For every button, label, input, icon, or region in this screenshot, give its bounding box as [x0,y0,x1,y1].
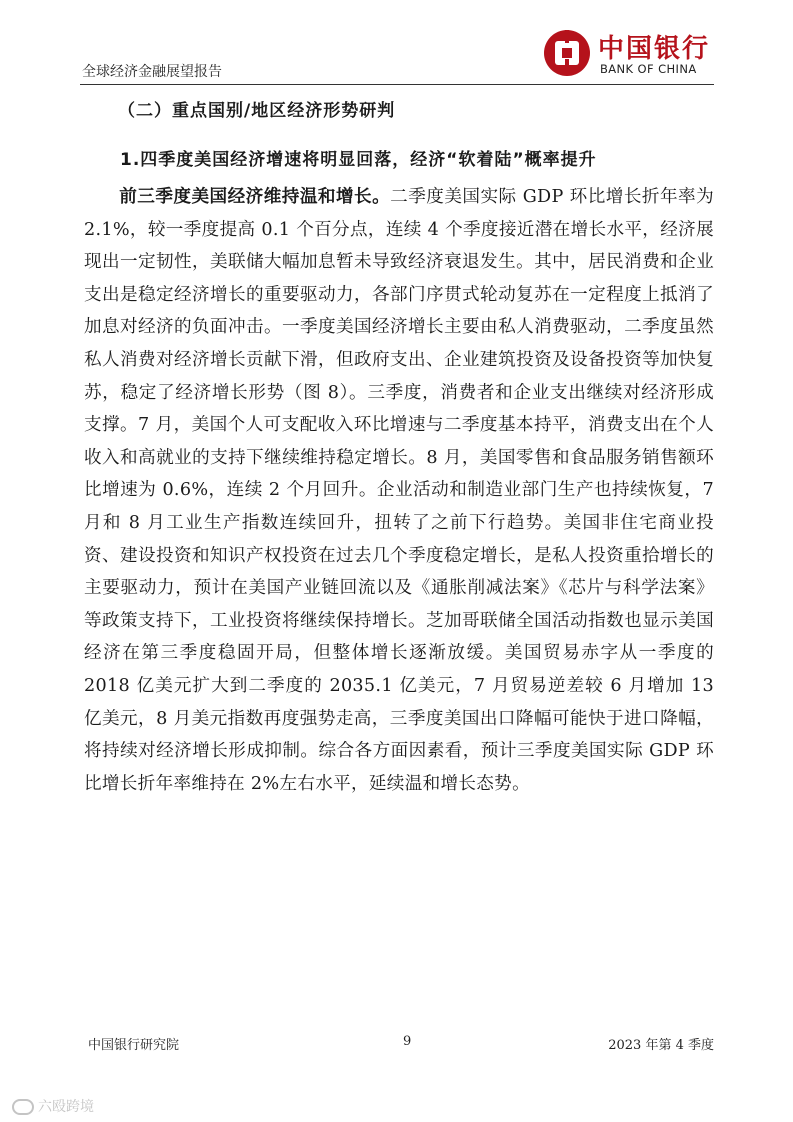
report-title: 全球经济金融展望报告 [82,64,222,80]
sub-heading: 1.四季度美国经济增速将明显回落，经济“软着陆”概率提升 [120,150,597,170]
footer-period: 2023 年第 4 季度 [608,1038,714,1053]
footer-institution: 中国银行研究院 [88,1038,180,1053]
watermark-logo-icon [12,1099,34,1115]
watermark [12,1096,94,1116]
bank-logo [544,28,714,80]
page-number: 9 [403,1034,412,1049]
paragraph-text: 二季度美国实际 GDP 环比增长折年率为 2.1%，较一季度提高 0.1 个百分点，连续 4 个季度接近潜在增长水平，经济展现出一定韧性，美联储大幅加息暂未导致经济衰退发生。其中，居民消费和企业支出是稳定经济增长的重要驱动力，各部门序贯式轮动复苏在一定程度上抵消了加息对经济的负面冲击。一季度美国经济增长主要由私人消费驱动，二季度虽然私人消费对经济增长贡献下滑，但政府支出、企业建筑投资及设备投资等加快复苏，稳定了经济增长形势（图 8）。三季度，消费者和企业支出继续对经济形成支撑。7 月，美国个人可支配收入环比增速与二季度基本持平，消费支出在个人收入和高就业的支持下继续维持稳定增长。8 月，美国零售和食品服务销售额环比增速为 0.6%，连续 2 个月回升。企业活动和制造业部门生产也持续恢复，7 月和 8 月工业生产指数连续回升，扭转了之前下行趋势。美国非住宅商业投资、建设投资和知识产权投资在过去几个季度稳定增长，是私人投资重拾增长的主要驱动力，预计在美国产业链回流以及《通胀削减法案》《芯片与科学法案》等政策支持下，工业投资将继续保持增长。芝加哥联储全国活动指数也显示美国经济在第三季度稳固开局，但整体增长逐渐放缓。美国贸易赤字从一季度的 2018 亿美元扩大到二季度的 2035.1 亿美元，7 月贸易逆差较 6 月增加 13 亿美元，8 月美元指数再度强势走高，三季度美国出口降幅可能快于进口降幅，将持续对经济增长形成抑制。综合各方面因素看，预计三季度美国实际 GDP 环比增长折年率维持在 2%左右水平，延续温和增长态势。 [84,187,714,794]
page-footer [88,1034,714,1054]
bank-of-china-logo-icon [544,30,590,76]
body-paragraph [84,181,714,800]
watermark-text: 六殴跨境 [38,1099,94,1115]
logo-name-cn: 中国银行 [598,34,711,64]
section-heading: （二）重点国别/地区经济形势研判 [118,101,396,121]
logo-name-en: BANK OF CHINA [600,62,697,76]
lead-sentence: 前三季度美国经济维持温和增长。 [119,187,391,207]
page-header [80,28,714,85]
